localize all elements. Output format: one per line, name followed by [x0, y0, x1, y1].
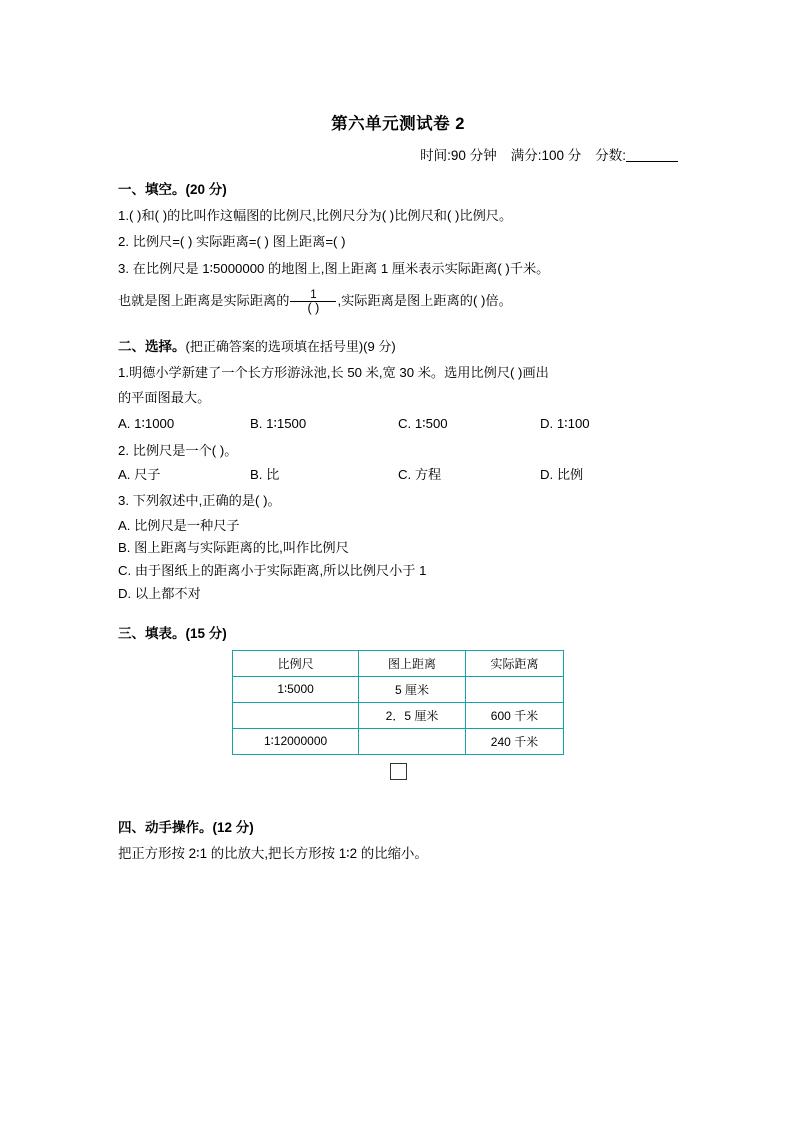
table-row: [233, 728, 564, 754]
section-2-question-1-line2: 的平面图最大。: [118, 389, 211, 405]
option-b[interactable]: B. 1∶1500: [250, 416, 307, 432]
table-header-scale: 比例尺: [233, 650, 359, 676]
exam-time: 时间:90 分钟: [420, 148, 497, 163]
section-1-heading: 一、填空。(20 分): [118, 182, 227, 197]
section-4-heading: 四、动手操作。(12 分): [118, 819, 254, 835]
option-c[interactable]: C. 方程: [398, 466, 442, 482]
cell-real-distance[interactable]: [465, 676, 563, 702]
section-1-question-3-line2: [118, 289, 678, 315]
section-2-question-1: 1.明德小学新建了一个长方形游泳池,长 50 米,宽 30 米。选用比例尺( )画出: [118, 365, 549, 381]
section-4-instruction: 把正方形按 2∶1 的比放大,把长方形按 1∶2 的比缩小。: [118, 845, 428, 861]
q3-line2-suffix: ,实际距离是图上距离的( )倍。: [337, 293, 512, 309]
option-a[interactable]: A. 1∶1000: [118, 416, 175, 432]
section-2-question-3-option-d[interactable]: D. 以上都不对: [118, 585, 201, 601]
exam-score-label: 分数:: [595, 148, 626, 163]
section-1-question-3: 3. 在比例尺是 1∶5000000 的地图上,图上距离 1 厘米表示实际距离( )千米。: [118, 260, 550, 276]
fill-table: [232, 650, 564, 755]
cell-scale[interactable]: 1∶5000: [233, 676, 359, 702]
q3-line2-prefix: 也就是图上距离是实际距离的: [118, 293, 290, 309]
table-header-real-distance: 实际距离: [465, 650, 563, 676]
table-row: [233, 702, 564, 728]
cell-map-distance[interactable]: 5 厘米: [359, 676, 466, 702]
cell-scale[interactable]: [233, 702, 359, 728]
exam-full-score: 满分:100 分: [510, 148, 582, 163]
table-row: [233, 676, 564, 702]
option-c[interactable]: C. 1∶500: [398, 416, 448, 432]
section-2-question-1-options: [118, 413, 678, 435]
section-3-heading: 三、填表。(15 分): [118, 625, 227, 641]
cell-map-distance[interactable]: [359, 728, 466, 754]
table-header-row: [233, 650, 564, 676]
option-b[interactable]: B. 比: [250, 466, 280, 482]
section-2-question-3: 3. 下列叙述中,正确的是( )。: [118, 493, 281, 509]
section-2-question-3-option-a[interactable]: A. 比例尺是一种尺子: [118, 517, 240, 533]
fill-table-wrap: [118, 650, 678, 780]
cell-real-distance[interactable]: 600 千米: [465, 702, 563, 728]
section-2-question-3-option-c[interactable]: C. 由于图纸上的距离小于实际距离,所以比例尺小于 1: [118, 563, 427, 579]
section-2-heading-note: (把正确答案的选项填在括号里)(9 分): [185, 339, 396, 355]
option-a[interactable]: A. 尺子: [118, 466, 161, 482]
answer-square-box: [390, 763, 407, 780]
cell-real-distance[interactable]: 240 千米: [465, 728, 563, 754]
section-2-question-2: 2. 比例尺是一个( )。: [118, 442, 238, 458]
fraction-one-over-blank: [290, 289, 336, 315]
section-2-question-3-option-b[interactable]: B. 图上距离与实际距离的比,叫作比例尺: [118, 540, 349, 556]
section-1-question-1: 1.( )和( )的比叫作这幅图的比例尺,比例尺分为( )比例尺和( )比例尺。: [118, 208, 513, 223]
page-content: [118, 110, 678, 862]
section-2-question-2-options: [118, 464, 678, 486]
cell-map-distance[interactable]: 2．5 厘米: [359, 702, 466, 728]
cell-scale[interactable]: 1∶12000000: [233, 728, 359, 754]
page-title: 第六单元测试卷 2: [331, 115, 465, 133]
option-d[interactable]: D. 比例: [540, 466, 584, 482]
exam-meta: [118, 144, 678, 164]
section-2-heading-bold: 二、选择。: [118, 339, 186, 355]
score-blank[interactable]: [626, 147, 678, 162]
section-1-question-2: 2. 比例尺=( ) 实际距离=( ) 图上距离=( ): [118, 234, 346, 250]
option-d[interactable]: D. 1∶100: [540, 416, 590, 432]
fraction-denominator: ( ): [307, 301, 320, 316]
table-header-map-distance: 图上距离: [359, 650, 466, 676]
section-2-heading: [118, 335, 678, 355]
fraction-numerator: 1: [310, 289, 317, 302]
